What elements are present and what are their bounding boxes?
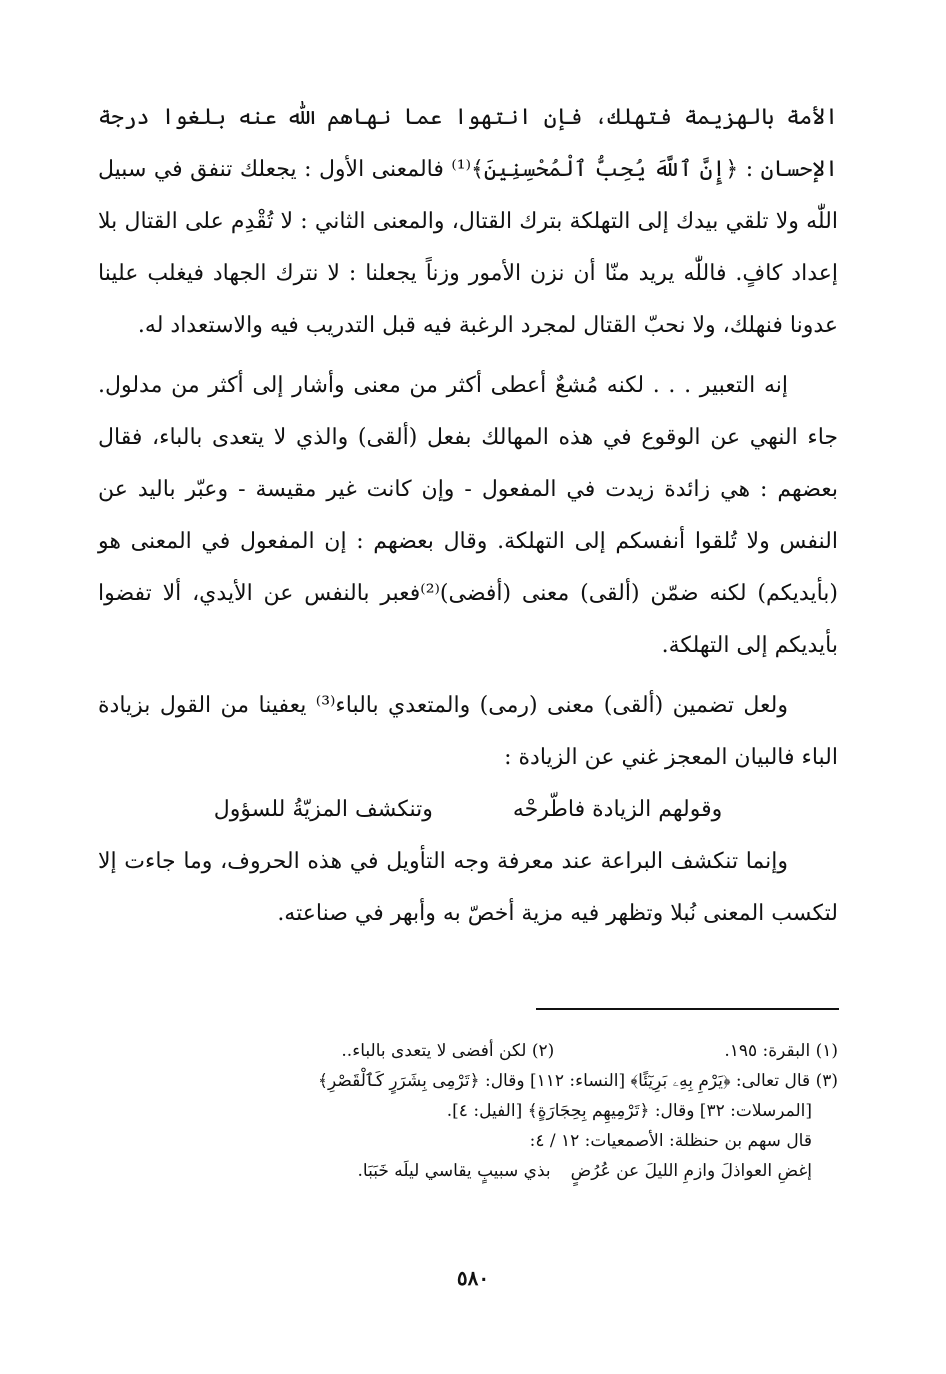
footnotes <box>98 1036 838 1186</box>
text-line: ﴿إِنَّ ٱللَّهَ يُحِبُّ ٱلْمُحْسِنِينَ﴾⁽¹⁾ فالمعنى الأول : يجعلك تنفق في سبيل اللّٰه ولا <box>98 157 838 234</box>
text-line: جاءت إلا لتكسب المعنى نُبلا وتظهر فيه مزية أخصّ به وأبهر في صناعته. <box>98 849 838 926</box>
text-line: مدلول. جاء النهي عن الوقوع في هذه المهالك بفعل (ألقى) والذي لا يتعدى <box>98 373 838 450</box>
text-line: تلقي بيدك إلى التهلكة بترك القتال، والمعنى الثاني : لا تُقْدِم على القتال بلا <box>98 209 769 234</box>
footnote-verse-first: إغضِ العواذلَ وازمِ الليلَ عن عُرُضٍ <box>570 1161 812 1181</box>
text-line: الأمة بالهزيمة فتهلك، فإن انتهوا عما نهاهم اللّٰه عنه بلغوا درجة الإحسان : <box>98 105 838 182</box>
text-line: ولعل تضمين (ألقى) معنى (رمى) والمتعدي بالباء⁽³⁾ يعفينا من القول <box>159 693 788 718</box>
poetry-verse <box>98 784 838 836</box>
footnote-3-citation: قال سهم بن حنظلة: الأصمعيات: ١٢ / ٤: <box>529 1131 812 1151</box>
text-line: المفعول في المعنى هو (بأيديكم) لكنه ضمّن (ألقى) معنى (أفضى)⁽²⁾فعبر <box>98 529 838 606</box>
footnote-3-continuation: [المرسلات: ٣٢] وقال: ﴿تَرْمِيهِم بِحِجَارَةٍ﴾ [الفيل: ٤]. <box>446 1101 812 1121</box>
paragraph-2 <box>98 360 838 672</box>
footnote-2: (٢) لكن أفضى لا يتعدى بالباء.. <box>341 1041 555 1061</box>
paragraph-3 <box>98 680 838 784</box>
footnote-verse <box>98 1156 838 1186</box>
verse-first-hemistich: وقولهم الزيادة فاطّرحْه <box>512 797 723 822</box>
footnote-3: (٣) قال تعالى: ﴿يَرْمِ بِهِۦ بَرِيٓئًا﴾ [النساء: ١١٢] وقال: ﴿تَرْمِى بِشَرَرٍ كَٱلْقَصْرِ﴾ <box>318 1071 838 1091</box>
text-line: إعداد كافٍ. فاللّٰه يريد منّا أن نزن الأمور وزناً يجعلنا : لا نترك الجهاد فيغلب <box>147 261 838 286</box>
closing-paragraph <box>98 836 838 940</box>
text-line: إنه التعبير . . . لكنه مُشعٌ أعطى أكثر من معنى وأشار إلى أكثر من <box>171 373 788 398</box>
text-line: وعبّر باليد عن النفس ولا تُلقوا أنفسكم إلى التهلكة. وقال بعضهم : إن <box>98 477 839 554</box>
footnote-verse-second: بذي سبيبٍ يقاسي ليلَه خَبَبَا. <box>357 1161 551 1181</box>
text-line: وإنما تنكشف البراعة عند معرفة وجه التأويل في هذه الحروف، وما <box>183 849 788 874</box>
text-line: بالباء، فقال بعضهم : هي زائدة زيدت في المفعول - وإن كانت غير مقيسة - <box>98 425 839 502</box>
text-line: بزيادة الباء فالبيان المعجز غني عن الزيادة : <box>98 693 838 770</box>
footnote-separator <box>536 1008 839 1010</box>
main-text <box>98 92 838 940</box>
text-line: علينا عدونا فنهلك، ولا نحبّ القتال لمجرد الرغبة فيه قبل التدريب فيه <box>98 261 838 338</box>
paragraph-1 <box>98 92 838 352</box>
text-line: بالنفس عن الأيدي، ألا تفضوا بأيديكم إلى التهلكة. <box>98 581 838 658</box>
footnote-row <box>98 1036 838 1066</box>
page-number: ٥٨٠ <box>456 1266 490 1290</box>
verse-second-hemistich: وتنكشف المزيّةُ للسؤول <box>213 797 433 822</box>
footnote-1: (١) البقرة: ١٩٥. <box>724 1041 838 1061</box>
text-line: والاستعداد له. <box>137 313 263 338</box>
